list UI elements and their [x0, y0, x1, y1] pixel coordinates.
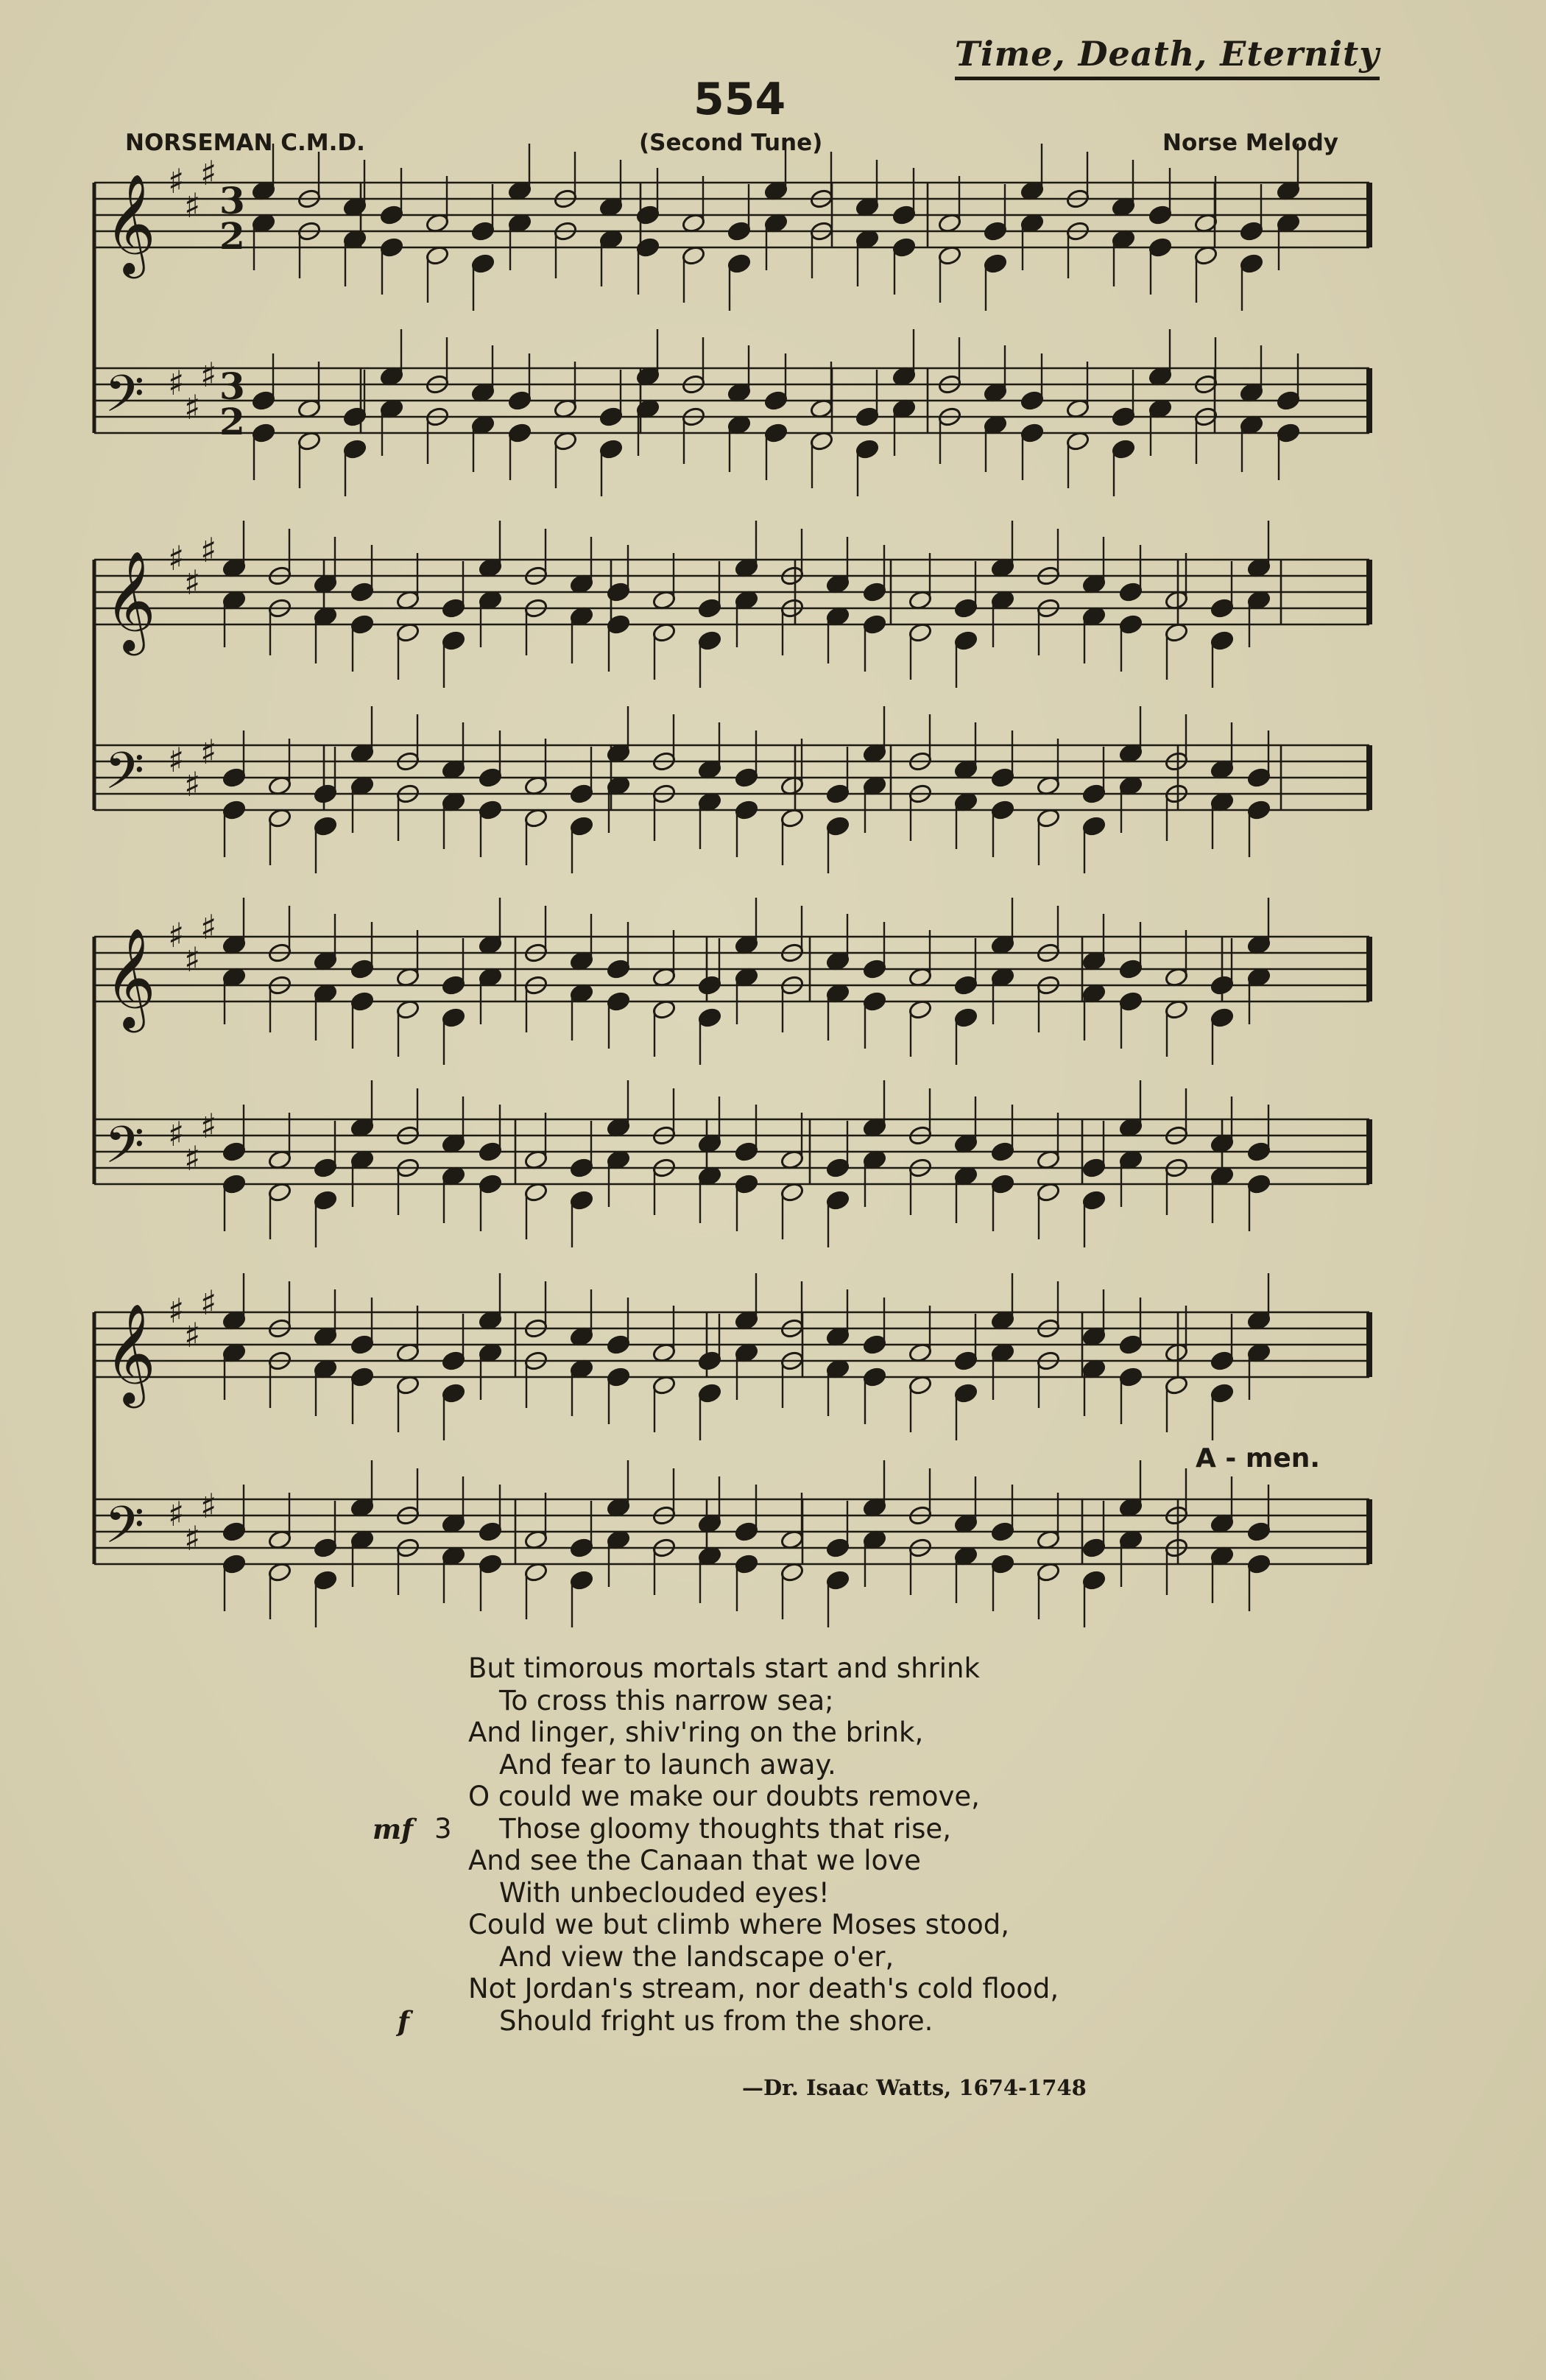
- key-signature-sharp-icon: ♯: [200, 907, 217, 947]
- notehead: [734, 1141, 758, 1162]
- tune-source: Norse Melody: [1162, 130, 1338, 156]
- notehead: [727, 220, 751, 242]
- notehead: [983, 253, 1007, 274]
- notehead: [1081, 1189, 1106, 1211]
- notehead: [350, 581, 374, 602]
- verse-line: With unbeclouded eyes!: [499, 1876, 830, 1909]
- key-signature-sharp-icon: ♯: [168, 1494, 185, 1534]
- bass-clef-icon: 𝄢: [105, 1115, 145, 1187]
- verse-line: And linger, shiv'ring on the brink,: [468, 1717, 924, 1748]
- notehead: [697, 1350, 721, 1371]
- notehead: [953, 1350, 978, 1371]
- amen-text: A - men.: [1196, 1443, 1321, 1474]
- notehead: [478, 799, 502, 820]
- key-signature-sharp-icon: ♯: [184, 1138, 201, 1178]
- notehead: [606, 1366, 630, 1387]
- notehead: [1111, 438, 1135, 460]
- notehead: [569, 815, 593, 837]
- notehead: [825, 1569, 850, 1591]
- notehead: [1246, 767, 1271, 788]
- notehead: [350, 1334, 374, 1355]
- notehead: [1210, 1350, 1234, 1371]
- notehead: [222, 1521, 246, 1542]
- notehead: [1081, 815, 1106, 837]
- verse-line: But timorous mortals start and shrink: [468, 1652, 980, 1684]
- key-signature-sharp-icon: ♯: [168, 538, 185, 578]
- key-signature-sharp-icon: ♯: [184, 940, 201, 979]
- verse-line: Not Jordan's stream, nor death's cold flood,: [468, 1973, 1059, 2004]
- notehead: [990, 1141, 1014, 1162]
- key-signature-sharp-icon: ♯: [168, 363, 185, 403]
- key-signature-sharp-icon: ♯: [184, 764, 201, 804]
- time-signature-2-icon: 2: [219, 214, 245, 258]
- notehead: [862, 581, 886, 602]
- notehead: [734, 1521, 758, 1542]
- notehead: [1210, 597, 1234, 619]
- notehead: [990, 1553, 1014, 1574]
- notehead: [1118, 613, 1143, 635]
- notehead: [1239, 253, 1263, 274]
- notehead: [953, 974, 978, 996]
- notehead: [1210, 974, 1234, 996]
- dynamic-mark-f: f: [398, 2005, 409, 2038]
- notehead: [569, 1537, 593, 1558]
- notehead: [734, 1173, 758, 1194]
- notehead: [1081, 1569, 1106, 1591]
- notehead: [441, 597, 465, 619]
- notehead: [478, 1521, 502, 1542]
- notehead: [1246, 1521, 1271, 1542]
- notehead: [606, 990, 630, 1012]
- notehead: [697, 974, 721, 996]
- notehead: [635, 204, 660, 225]
- key-signature-sharp-icon: ♯: [168, 915, 185, 955]
- notehead: [862, 958, 886, 979]
- notehead: [697, 1382, 721, 1404]
- notehead: [507, 422, 532, 443]
- notehead: [1148, 236, 1172, 258]
- dynamic-mark-mf: mf: [373, 1813, 414, 1845]
- notehead: [606, 613, 630, 635]
- notehead: [1118, 990, 1143, 1012]
- notehead: [697, 1007, 721, 1028]
- tune-subtitle: (Second Tune): [639, 130, 823, 156]
- notehead: [251, 422, 275, 443]
- notehead: [862, 1366, 886, 1387]
- bass-clef-icon: 𝄢: [105, 364, 145, 436]
- notehead: [1246, 1553, 1271, 1574]
- key-signature-sharp-icon: ♯: [168, 161, 185, 201]
- notehead: [862, 613, 886, 635]
- notehead: [892, 236, 916, 258]
- notehead: [599, 406, 623, 427]
- notehead: [350, 990, 374, 1012]
- notehead: [606, 1334, 630, 1355]
- notehead: [606, 581, 630, 602]
- verse-line: To cross this narrow sea;: [499, 1684, 834, 1717]
- notehead: [953, 630, 978, 651]
- notehead: [222, 767, 246, 788]
- notehead: [313, 1569, 337, 1591]
- verse-line: Should fright us from the shore.: [499, 2004, 933, 2037]
- notehead: [990, 1521, 1014, 1542]
- key-signature-sharp-icon: ♯: [168, 1291, 185, 1331]
- notehead: [478, 767, 502, 788]
- notehead: [734, 799, 758, 820]
- notehead: [313, 1157, 337, 1178]
- notehead: [1118, 1334, 1143, 1355]
- notehead: [1148, 204, 1172, 225]
- notehead: [478, 1553, 502, 1574]
- notehead: [734, 1553, 758, 1574]
- notehead: [313, 1189, 337, 1211]
- notehead: [350, 1366, 374, 1387]
- notehead: [1118, 958, 1143, 979]
- notehead: [470, 220, 495, 242]
- notehead: [222, 1173, 246, 1194]
- notehead: [470, 253, 495, 274]
- notehead: [441, 1382, 465, 1404]
- verse-line: Those gloomy thoughts that rise,: [499, 1812, 951, 1845]
- notehead: [825, 1157, 850, 1178]
- key-signature-sharp-icon: ♯: [200, 153, 217, 193]
- notehead: [953, 597, 978, 619]
- notehead: [990, 1173, 1014, 1194]
- notehead: [569, 1569, 593, 1591]
- notehead: [441, 630, 465, 651]
- notehead: [734, 767, 758, 788]
- verse-line: O could we make our doubts remove,: [468, 1781, 980, 1812]
- key-signature-sharp-icon: ♯: [168, 740, 185, 780]
- notehead: [825, 815, 850, 837]
- notehead: [1246, 1173, 1271, 1194]
- notehead: [862, 990, 886, 1012]
- key-signature-sharp-icon: ♯: [184, 387, 201, 427]
- notehead: [379, 236, 403, 258]
- notehead: [222, 1553, 246, 1574]
- notehead: [1246, 799, 1271, 820]
- key-signature-sharp-icon: ♯: [200, 1106, 217, 1146]
- notehead: [251, 390, 275, 411]
- notehead: [441, 1007, 465, 1028]
- notehead: [953, 1382, 978, 1404]
- notehead: [1239, 220, 1263, 242]
- notehead: [825, 1189, 850, 1211]
- key-signature-sharp-icon: ♯: [200, 355, 217, 395]
- notehead: [635, 236, 660, 258]
- notehead: [892, 204, 916, 225]
- notehead: [599, 438, 623, 460]
- verse-line: Could we but climb where Moses stood,: [468, 1909, 1009, 1940]
- notehead: [1276, 422, 1300, 443]
- time-signature-3-icon: 3: [219, 365, 245, 408]
- key-signature-sharp-icon: ♯: [184, 563, 201, 602]
- treble-clef-icon: 𝄞: [105, 926, 156, 1028]
- key-signature-sharp-icon: ♯: [200, 1283, 217, 1323]
- notehead: [763, 390, 788, 411]
- key-signature-sharp-icon: ♯: [200, 1486, 217, 1526]
- notehead: [862, 1334, 886, 1355]
- notehead: [350, 613, 374, 635]
- notehead: [313, 1537, 337, 1558]
- notehead: [1210, 1007, 1234, 1028]
- notehead: [1246, 1141, 1271, 1162]
- key-signature-sharp-icon: ♯: [200, 530, 217, 570]
- notehead: [478, 1173, 502, 1194]
- notehead: [990, 799, 1014, 820]
- notehead: [697, 630, 721, 651]
- notehead: [1081, 783, 1106, 804]
- notehead: [697, 597, 721, 619]
- notehead: [342, 438, 367, 460]
- notehead: [441, 974, 465, 996]
- notehead: [855, 406, 879, 427]
- notehead: [1118, 581, 1143, 602]
- notehead: [1210, 1382, 1234, 1404]
- notehead: [953, 1007, 978, 1028]
- notehead: [1111, 406, 1135, 427]
- notehead: [990, 767, 1014, 788]
- author-attribution: —Dr. Isaac Watts, 1674-1748: [742, 2075, 1087, 2100]
- notehead: [313, 783, 337, 804]
- notehead: [342, 406, 367, 427]
- notehead: [825, 783, 850, 804]
- notehead: [1276, 390, 1300, 411]
- notehead: [825, 1537, 850, 1558]
- notehead: [727, 253, 751, 274]
- key-signature-sharp-icon: ♯: [184, 186, 201, 225]
- bass-clef-icon: 𝄢: [105, 741, 145, 813]
- treble-clef-icon: 𝄞: [105, 1302, 156, 1404]
- notehead: [855, 438, 879, 460]
- key-signature-sharp-icon: ♯: [184, 1315, 201, 1355]
- key-signature-sharp-icon: ♯: [184, 1518, 201, 1558]
- verse-number: 3: [434, 1813, 452, 1845]
- notehead: [1081, 1537, 1106, 1558]
- hymn-number: 554: [693, 74, 786, 125]
- verse-text: [468, 1652, 1059, 2037]
- key-signature-sharp-icon: ♯: [168, 1114, 185, 1154]
- notehead: [507, 390, 532, 411]
- notehead: [350, 958, 374, 979]
- notehead: [1210, 630, 1234, 651]
- notehead: [441, 1350, 465, 1371]
- time-signature-2-icon: 2: [219, 400, 245, 443]
- notehead: [763, 422, 788, 443]
- verse-line: And view the landscape o'er,: [499, 1940, 894, 1973]
- notehead: [1020, 390, 1044, 411]
- notehead: [222, 799, 246, 820]
- tune-name: NORSEMAN C.M.D.: [125, 130, 365, 156]
- treble-clef-icon: 𝄞: [105, 172, 156, 274]
- notehead: [222, 1141, 246, 1162]
- notehead: [1020, 422, 1044, 443]
- notehead: [1081, 1157, 1106, 1178]
- time-signature-3-icon: 3: [219, 179, 245, 222]
- notehead: [569, 783, 593, 804]
- notehead: [606, 958, 630, 979]
- notehead: [569, 1189, 593, 1211]
- notehead: [569, 1157, 593, 1178]
- notehead: [983, 220, 1007, 242]
- treble-clef-icon: 𝄞: [105, 549, 156, 651]
- notehead: [379, 204, 403, 225]
- notehead: [478, 1141, 502, 1162]
- section-title: Time, Death, Eternity: [955, 34, 1380, 80]
- verse-line: And see the Canaan that we love: [468, 1845, 921, 1876]
- bass-clef-icon: 𝄢: [105, 1495, 145, 1567]
- notehead: [1118, 1366, 1143, 1387]
- notehead: [313, 815, 337, 837]
- key-signature-sharp-icon: ♯: [200, 732, 217, 772]
- verse-line: And fear to launch away.: [499, 1748, 836, 1781]
